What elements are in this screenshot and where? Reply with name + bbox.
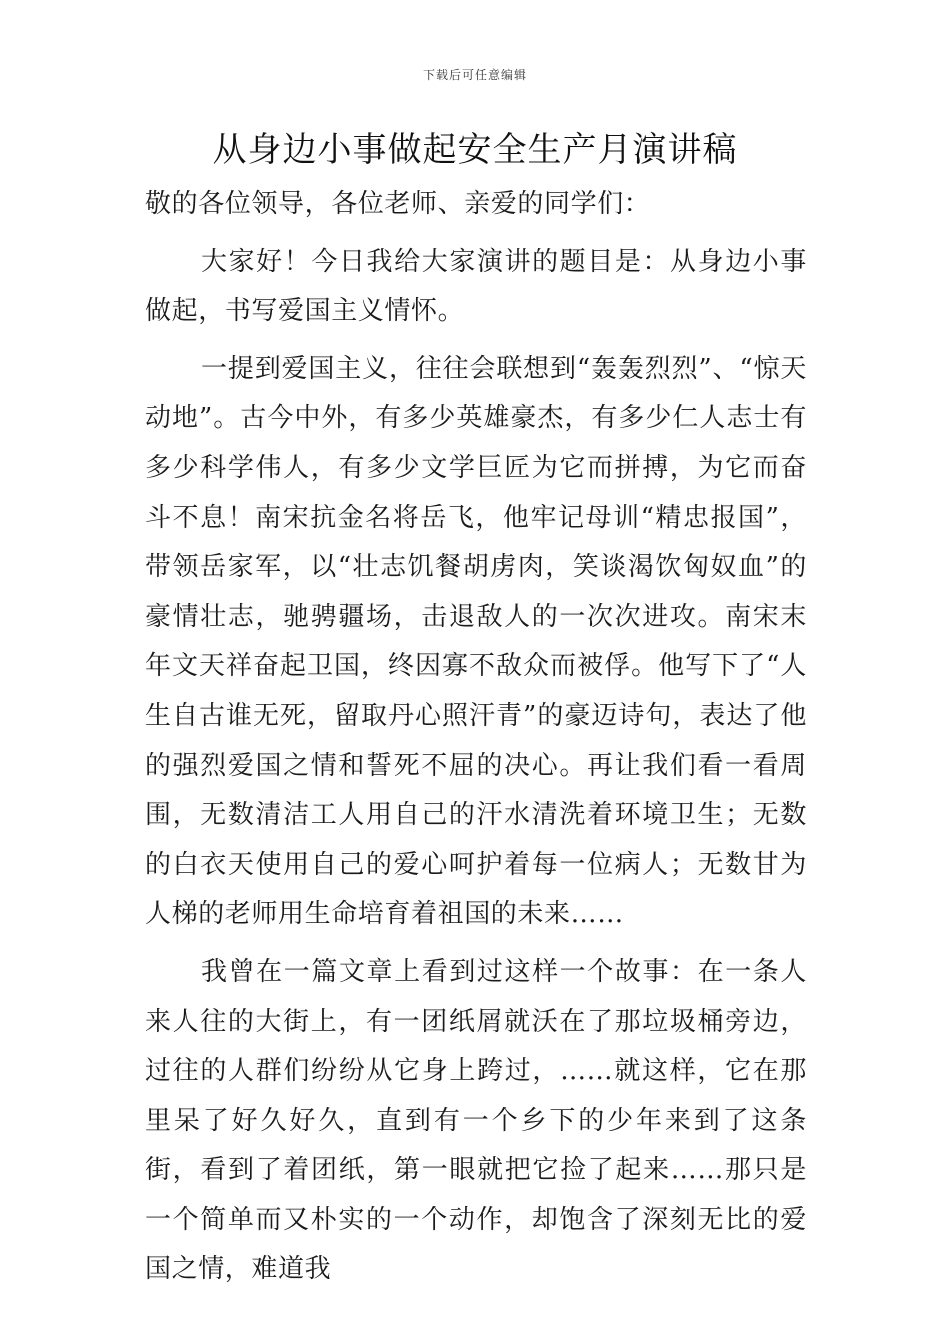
page-header-note: 下载后可任意编辑 — [422, 68, 527, 82]
intro-paragraph: 大家好！今日我给大家演讲的题目是：从身边小事做起，书写爱国主义情怀。 — [145, 246, 807, 327]
document-title: 从身边小事做起安全生产月演讲稿 — [212, 130, 738, 170]
salutation-paragraph: 敬的各位领导，各位老师、亲爱的同学们： — [145, 189, 651, 219]
document-body — [145, 180, 807, 1295]
story-paragraph: 我曾在一篇文章上看到过这样一个故事：在一条人来人往的大街上，有一团纸屑就沃在了那垃圾桶旁边，过往的人群们纷纷从它身上跨过，……就这样，它在那里呆了好久好久，直到有一个乡下的少年来到了这条街，看到了着团纸，第一眼就把它捡了起来……那只是一个简单而又朴实的一个动作，却饱含了深刻无比的爱国之情，难道我 — [145, 956, 807, 1285]
patriotism-paragraph: 一提到爱国主义，往往会联想到“轰轰烈烈”、“惊天动地”。古今中外，有多少英雄豪杰，有多少仁人志士有多少科学伟人，有多少文学巨匠为它而拼搏，为它而奋斗不息！南宋抗金名将岳飞，他牢记母训“精忠报国”，带领岳家军，以“壮志饥餐胡虏肉，笑谈渴饮匈奴血”的豪情壮志，驰骋疆场，击退敌人的一次次进攻。南宋末年文天祥奋起卫国，终因寡不敌众而被俘。他写下了“人生自古谁无死，留取丹心照汗青”的豪迈诗句，表达了他的强烈爱国之情和誓死不屈的决心。再让我们看一看周围，无数清洁工人用自己的汗水清洗着环境卫生；无数的白衣天使用自己的爱心呵护着每一位病人；无数甘为人梯的老师用生命培育着祖国的未来…… — [145, 353, 807, 930]
